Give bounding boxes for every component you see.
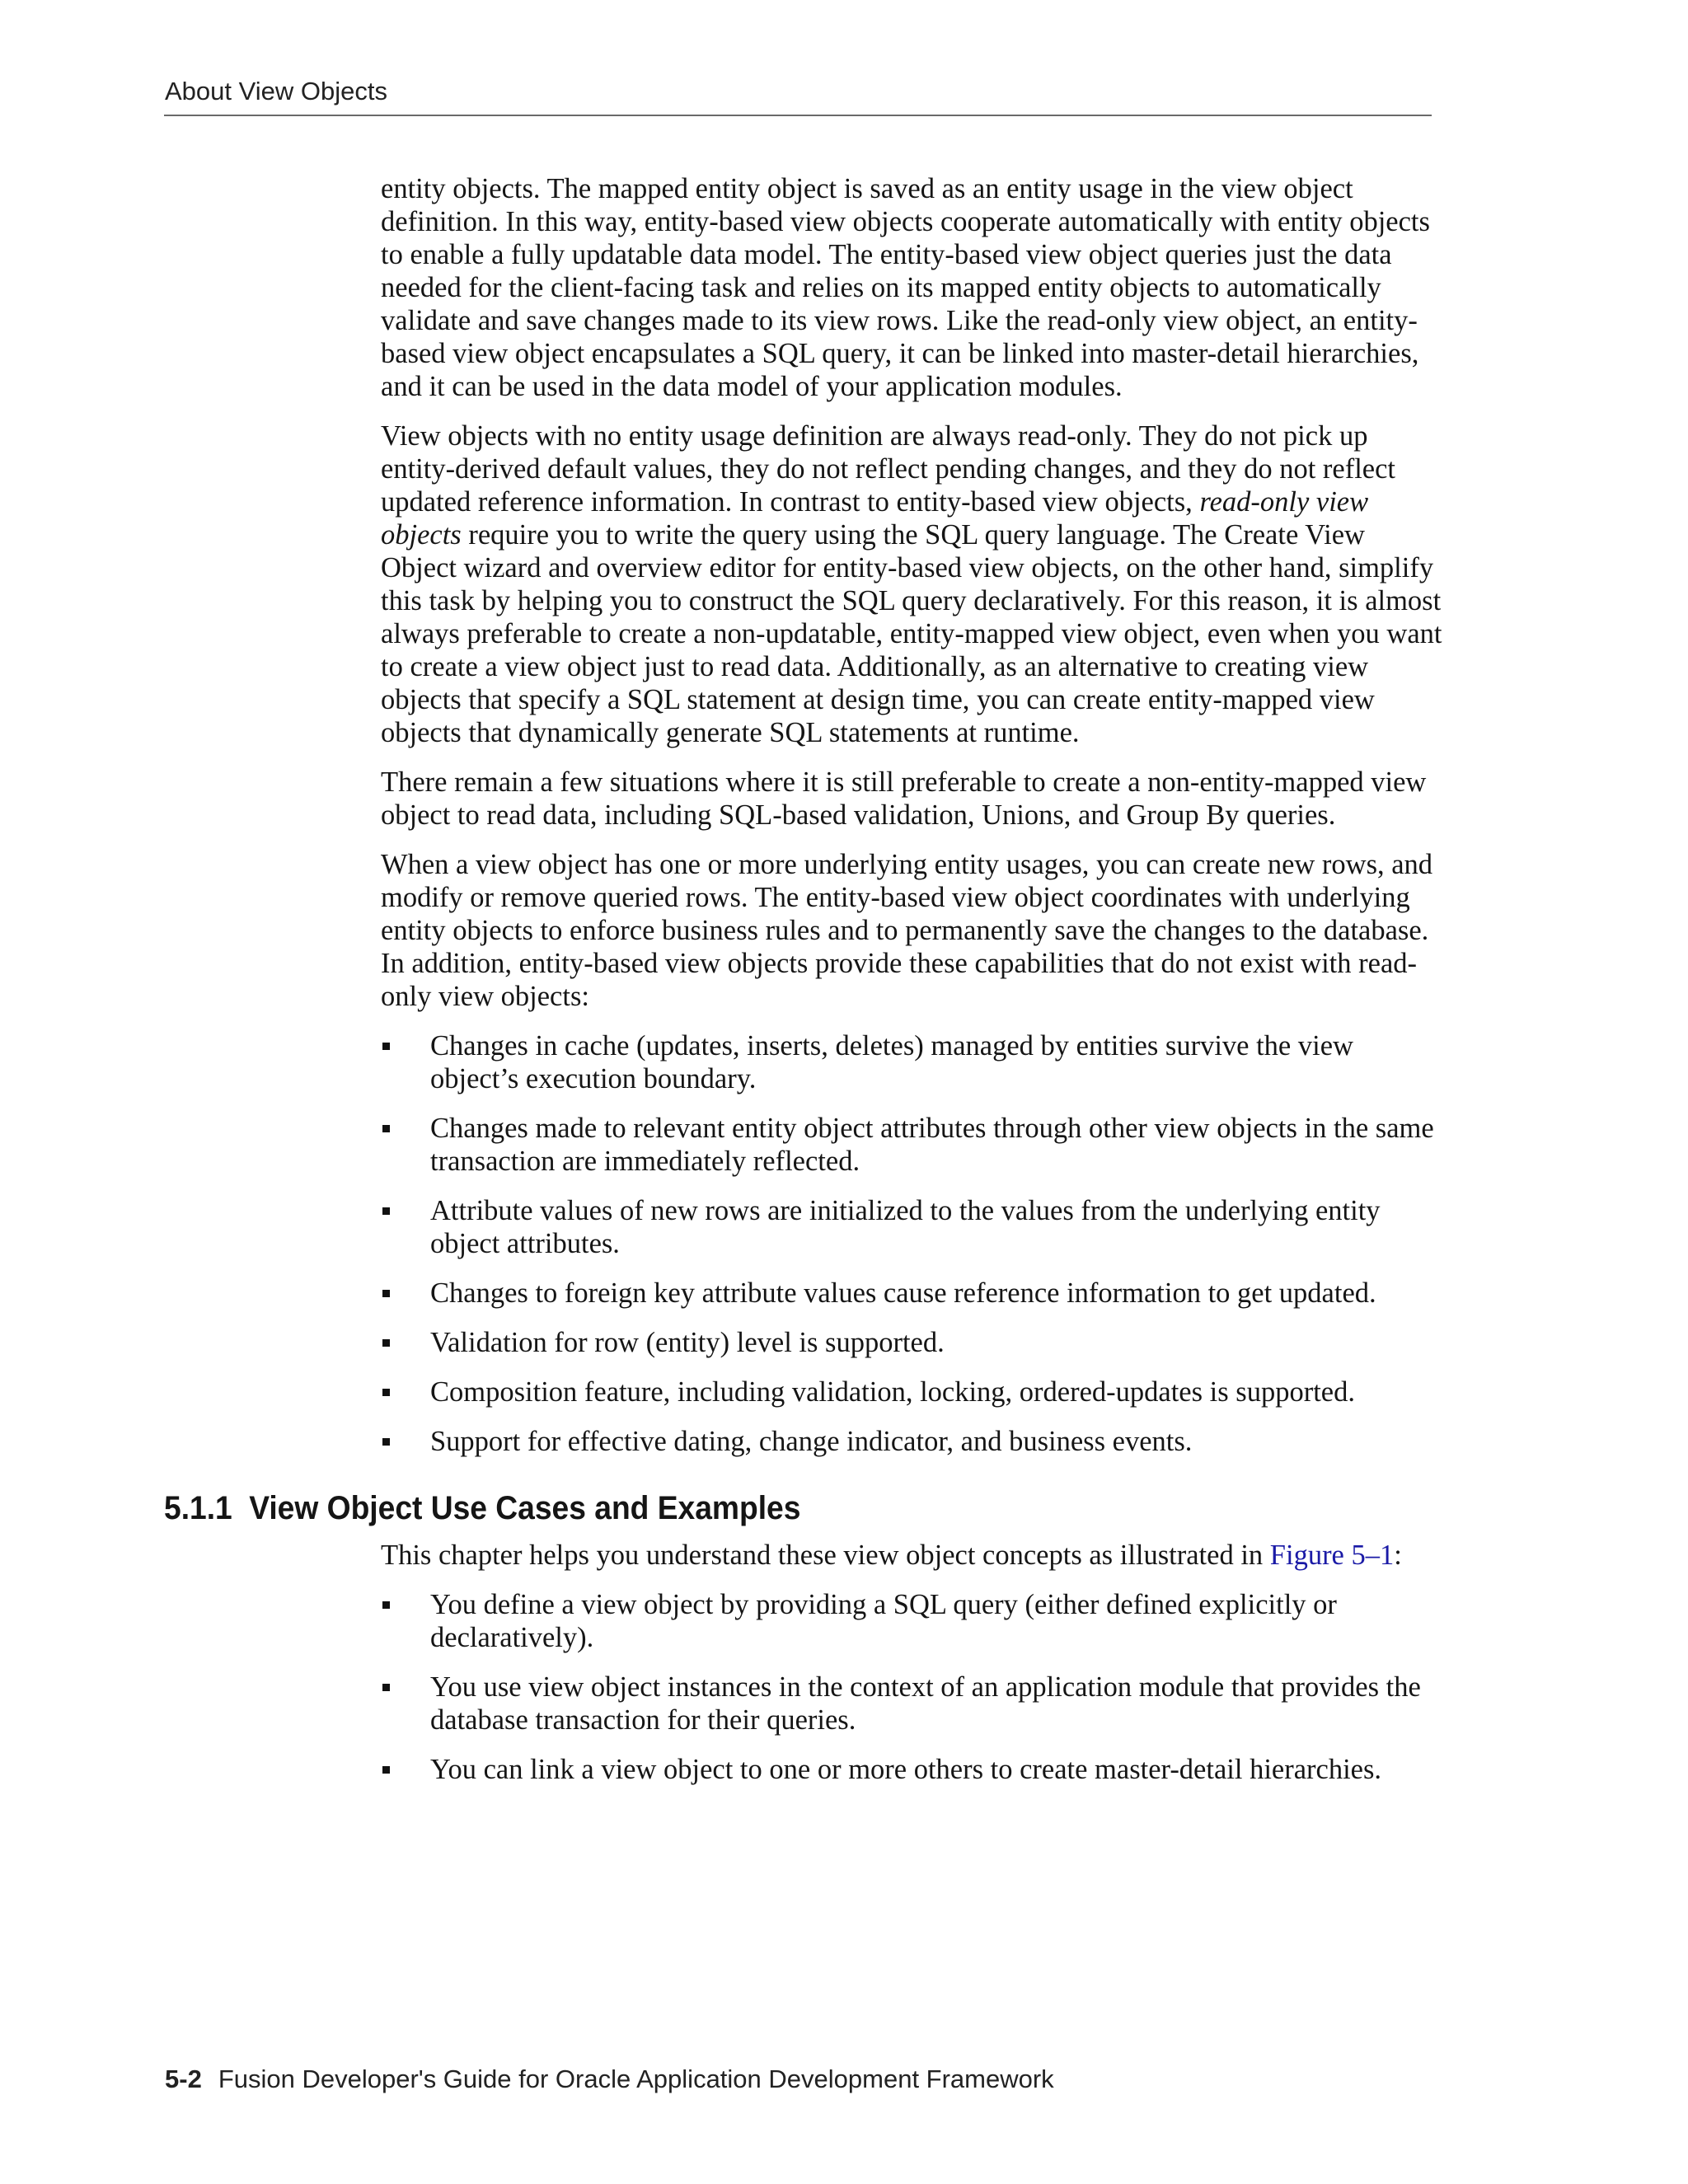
list-item: [381, 1671, 1444, 1736]
term-read-only-view-objects: read-only view objects: [381, 486, 1369, 551]
section-heading: [164, 1489, 1354, 1527]
section-intro: [381, 1539, 1444, 1572]
page-content: [164, 172, 1444, 1802]
list-item-text: Attribute values of new rows are initialized to the values from the underlying entity object attributes.: [430, 1195, 1381, 1259]
bullet-icon: [382, 1125, 390, 1132]
bullet-icon: [382, 1290, 390, 1297]
paragraph-text: This chapter helps you understand these view object concepts as illustrated in: [381, 1540, 1264, 1571]
bullet-icon: [382, 1438, 390, 1446]
list-item-text: You define a view object by providing a SQL query (either defined explicitly or declaratively).: [430, 1589, 1337, 1653]
header-rule: [164, 115, 1432, 116]
list-item: [381, 1277, 1444, 1310]
bullet-icon: [382, 1389, 390, 1396]
list-item-text: You can link a view object to one or more others to create master-detail hierarchies.: [430, 1754, 1382, 1785]
list-item: [381, 1588, 1444, 1654]
paragraph-text: require you to write the query using the SQL query language. The Create View Object wizard and overview editor for entity-based view objects, on the other hand, simplify this task by helping you to construct the SQL query declaratively. For this reason, it is almost always preferable to create a non-updatable, entity-mapped view object, even when you want to create a view object just to read data. Additionally, as an alternative to creating view objects that specify a SQL statement at design time, you can create entity-mapped view objects that dynamically generate SQL statements at runtime.: [381, 519, 1442, 748]
page-footer: [165, 2064, 1054, 2095]
running-header: About View Objects: [165, 77, 387, 105]
list-item: [381, 1194, 1444, 1260]
bullet-icon: [382, 1601, 390, 1609]
paragraph-entity-usages: When a view object has one or more underlying entity usages, you can create new rows, and modify or remove queried rows. The entity-based view object coordinates with underlying entity objects to enforce business rules and to permanently save the changes to the database. In addition, entity-based view objects provide these capabilities that do not exist with read-only view objects:: [381, 849, 1433, 1012]
paragraph-read-only-view-objects: [381, 419, 1444, 749]
list-item: [381, 1753, 1444, 1786]
list-item-text: Changes in cache (updates, inserts, deletes) managed by entities survive the view object’s execution boundary.: [430, 1030, 1353, 1094]
list-item: [381, 1425, 1444, 1458]
list-item-text: You use view object instances in the context of an application module that provides the database transaction for their queries.: [430, 1671, 1421, 1736]
paragraph-entity-objects: entity objects. The mapped entity object is saved as an entity usage in the view object definition. In this way, entity-based view objects cooperate automatically with entity objects to enable a fully updatable data model. The entity-based view object queries just the data needed for the client-facing task and relies on its mapped entity objects to automatically validate and save changes made to its view rows. Like the read-only view object, an entity-based view object encapsulates a SQL query, it can be linked into master-detail hierarchies, and it can be used in the data model of your application modules.: [381, 173, 1430, 402]
bullet-icon: [382, 1766, 390, 1774]
book-title: Fusion Developer's Guide for Oracle Application Development Framework: [218, 2064, 1054, 2093]
bullet-icon: [382, 1684, 390, 1691]
list-item-text: Changes to foreign key attribute values cause reference information to get updated.: [430, 1277, 1376, 1309]
bullet-icon: [382, 1339, 390, 1347]
list-item: [381, 1326, 1444, 1359]
page-number: 5-2: [165, 2064, 202, 2093]
list-item-text: Support for effective dating, change indicator, and business events.: [430, 1426, 1193, 1457]
capabilities-list: [381, 1029, 1444, 1458]
list-item-text: Composition feature, including validation, locking, ordered-updates is supported.: [430, 1376, 1355, 1408]
paragraph-text: View objects with no entity usage definition are always read-only. They do not pick up entity-derived default values, they do not reflect pending changes, and they do not reflect updated reference information. In contrast to entity-based view objects,: [381, 420, 1396, 518]
list-item: [381, 1112, 1444, 1178]
paragraph-text: :: [1394, 1540, 1402, 1571]
list-item-text: Changes made to relevant entity object attributes through other view objects in the same transaction are immediately reflected.: [430, 1113, 1434, 1177]
figure-link[interactable]: Figure 5–1: [1269, 1540, 1395, 1571]
list-item: [381, 1029, 1444, 1095]
bullet-icon: [382, 1043, 390, 1050]
list-item: [381, 1376, 1444, 1408]
bullet-icon: [382, 1207, 390, 1215]
use-cases-list: [381, 1588, 1444, 1786]
section-number: 5.1.1: [164, 1490, 232, 1526]
section-title: View Object Use Cases and Examples: [249, 1490, 801, 1526]
paragraph-situations: There remain a few situations where it is still preferable to create a non-entity-mapped view object to read data, including SQL-based validation, Unions, and Group By queries.: [381, 766, 1427, 831]
list-item-text: Validation for row (entity) level is supported.: [430, 1327, 945, 1358]
